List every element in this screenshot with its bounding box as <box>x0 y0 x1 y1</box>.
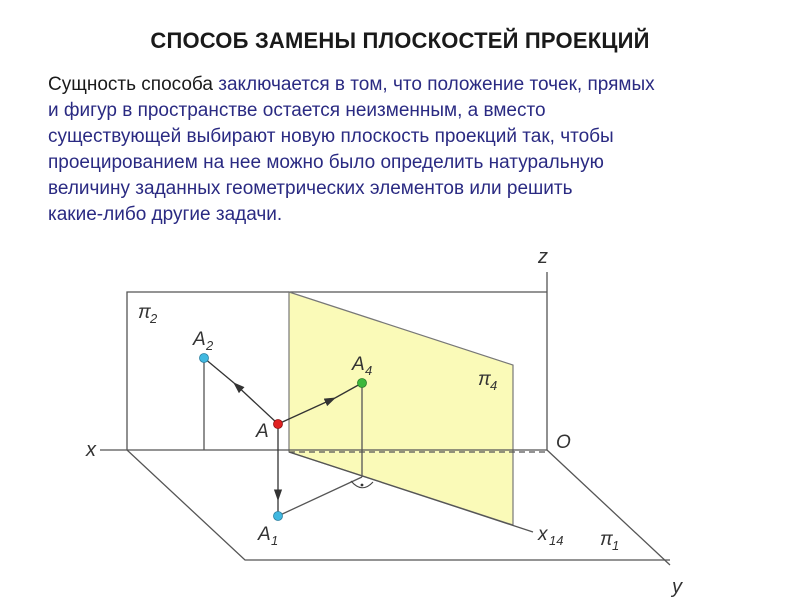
description-line-5: величину заданных геометрических элементов или решить <box>48 178 573 199</box>
point-a2 <box>200 354 209 363</box>
label-a <box>255 421 269 442</box>
svg-text:4: 4 <box>365 363 373 378</box>
label-a1 <box>257 524 278 548</box>
svg-text:2: 2 <box>150 311 158 326</box>
description-lead: Сущность способа <box>48 74 213 95</box>
description-line-1: Сущность способа заключается в том, что положение точек, прямых <box>48 74 655 95</box>
svg-text:x: x <box>538 524 548 545</box>
label-x: x <box>86 439 96 461</box>
label-y: y <box>672 576 682 598</box>
description-line-3: существующей выбирают новую плоскость проекций так, чтобы <box>48 126 614 147</box>
svg-text:A: A <box>256 421 269 442</box>
label-o: O <box>556 432 571 453</box>
line-a2-tail <box>204 358 234 383</box>
svg-text:π: π <box>600 529 613 550</box>
label-x14 <box>537 524 563 548</box>
svg-text:2: 2 <box>206 338 214 353</box>
svg-text:1: 1 <box>271 533 279 548</box>
description-line-2: и фигур в пространстве остается неизменным, а вместо <box>48 100 546 121</box>
right-angle-dot <box>361 484 364 487</box>
point-a4 <box>358 379 367 388</box>
label-a2 <box>192 329 214 353</box>
svg-text:π: π <box>138 302 151 323</box>
label-z: z <box>538 246 548 268</box>
svg-text:A: A <box>193 329 206 350</box>
plane-pi4 <box>289 292 513 525</box>
svg-text:π: π <box>478 369 491 390</box>
svg-text:A: A <box>258 524 271 545</box>
point-a <box>274 420 283 429</box>
point-a1 <box>274 512 283 521</box>
svg-text:4: 4 <box>490 378 498 393</box>
label-pi1 <box>600 529 619 553</box>
description-line-6: какие-либо другие задачи. <box>48 204 283 225</box>
description-line-4: проецированием на нее можно было определить натуральную <box>48 152 604 173</box>
label-pi2 <box>138 302 158 326</box>
svg-text:A: A <box>352 354 365 375</box>
page-title: СПОСОБ ЗАМЕНЫ ПЛОСКОСТЕЙ ПРОЕКЦИЙ <box>150 28 650 53</box>
line-a-to-a2 <box>234 383 278 424</box>
svg-text:1: 1 <box>612 538 620 553</box>
line-a1-to-x14 <box>278 477 362 516</box>
svg-text:14: 14 <box>549 533 564 548</box>
